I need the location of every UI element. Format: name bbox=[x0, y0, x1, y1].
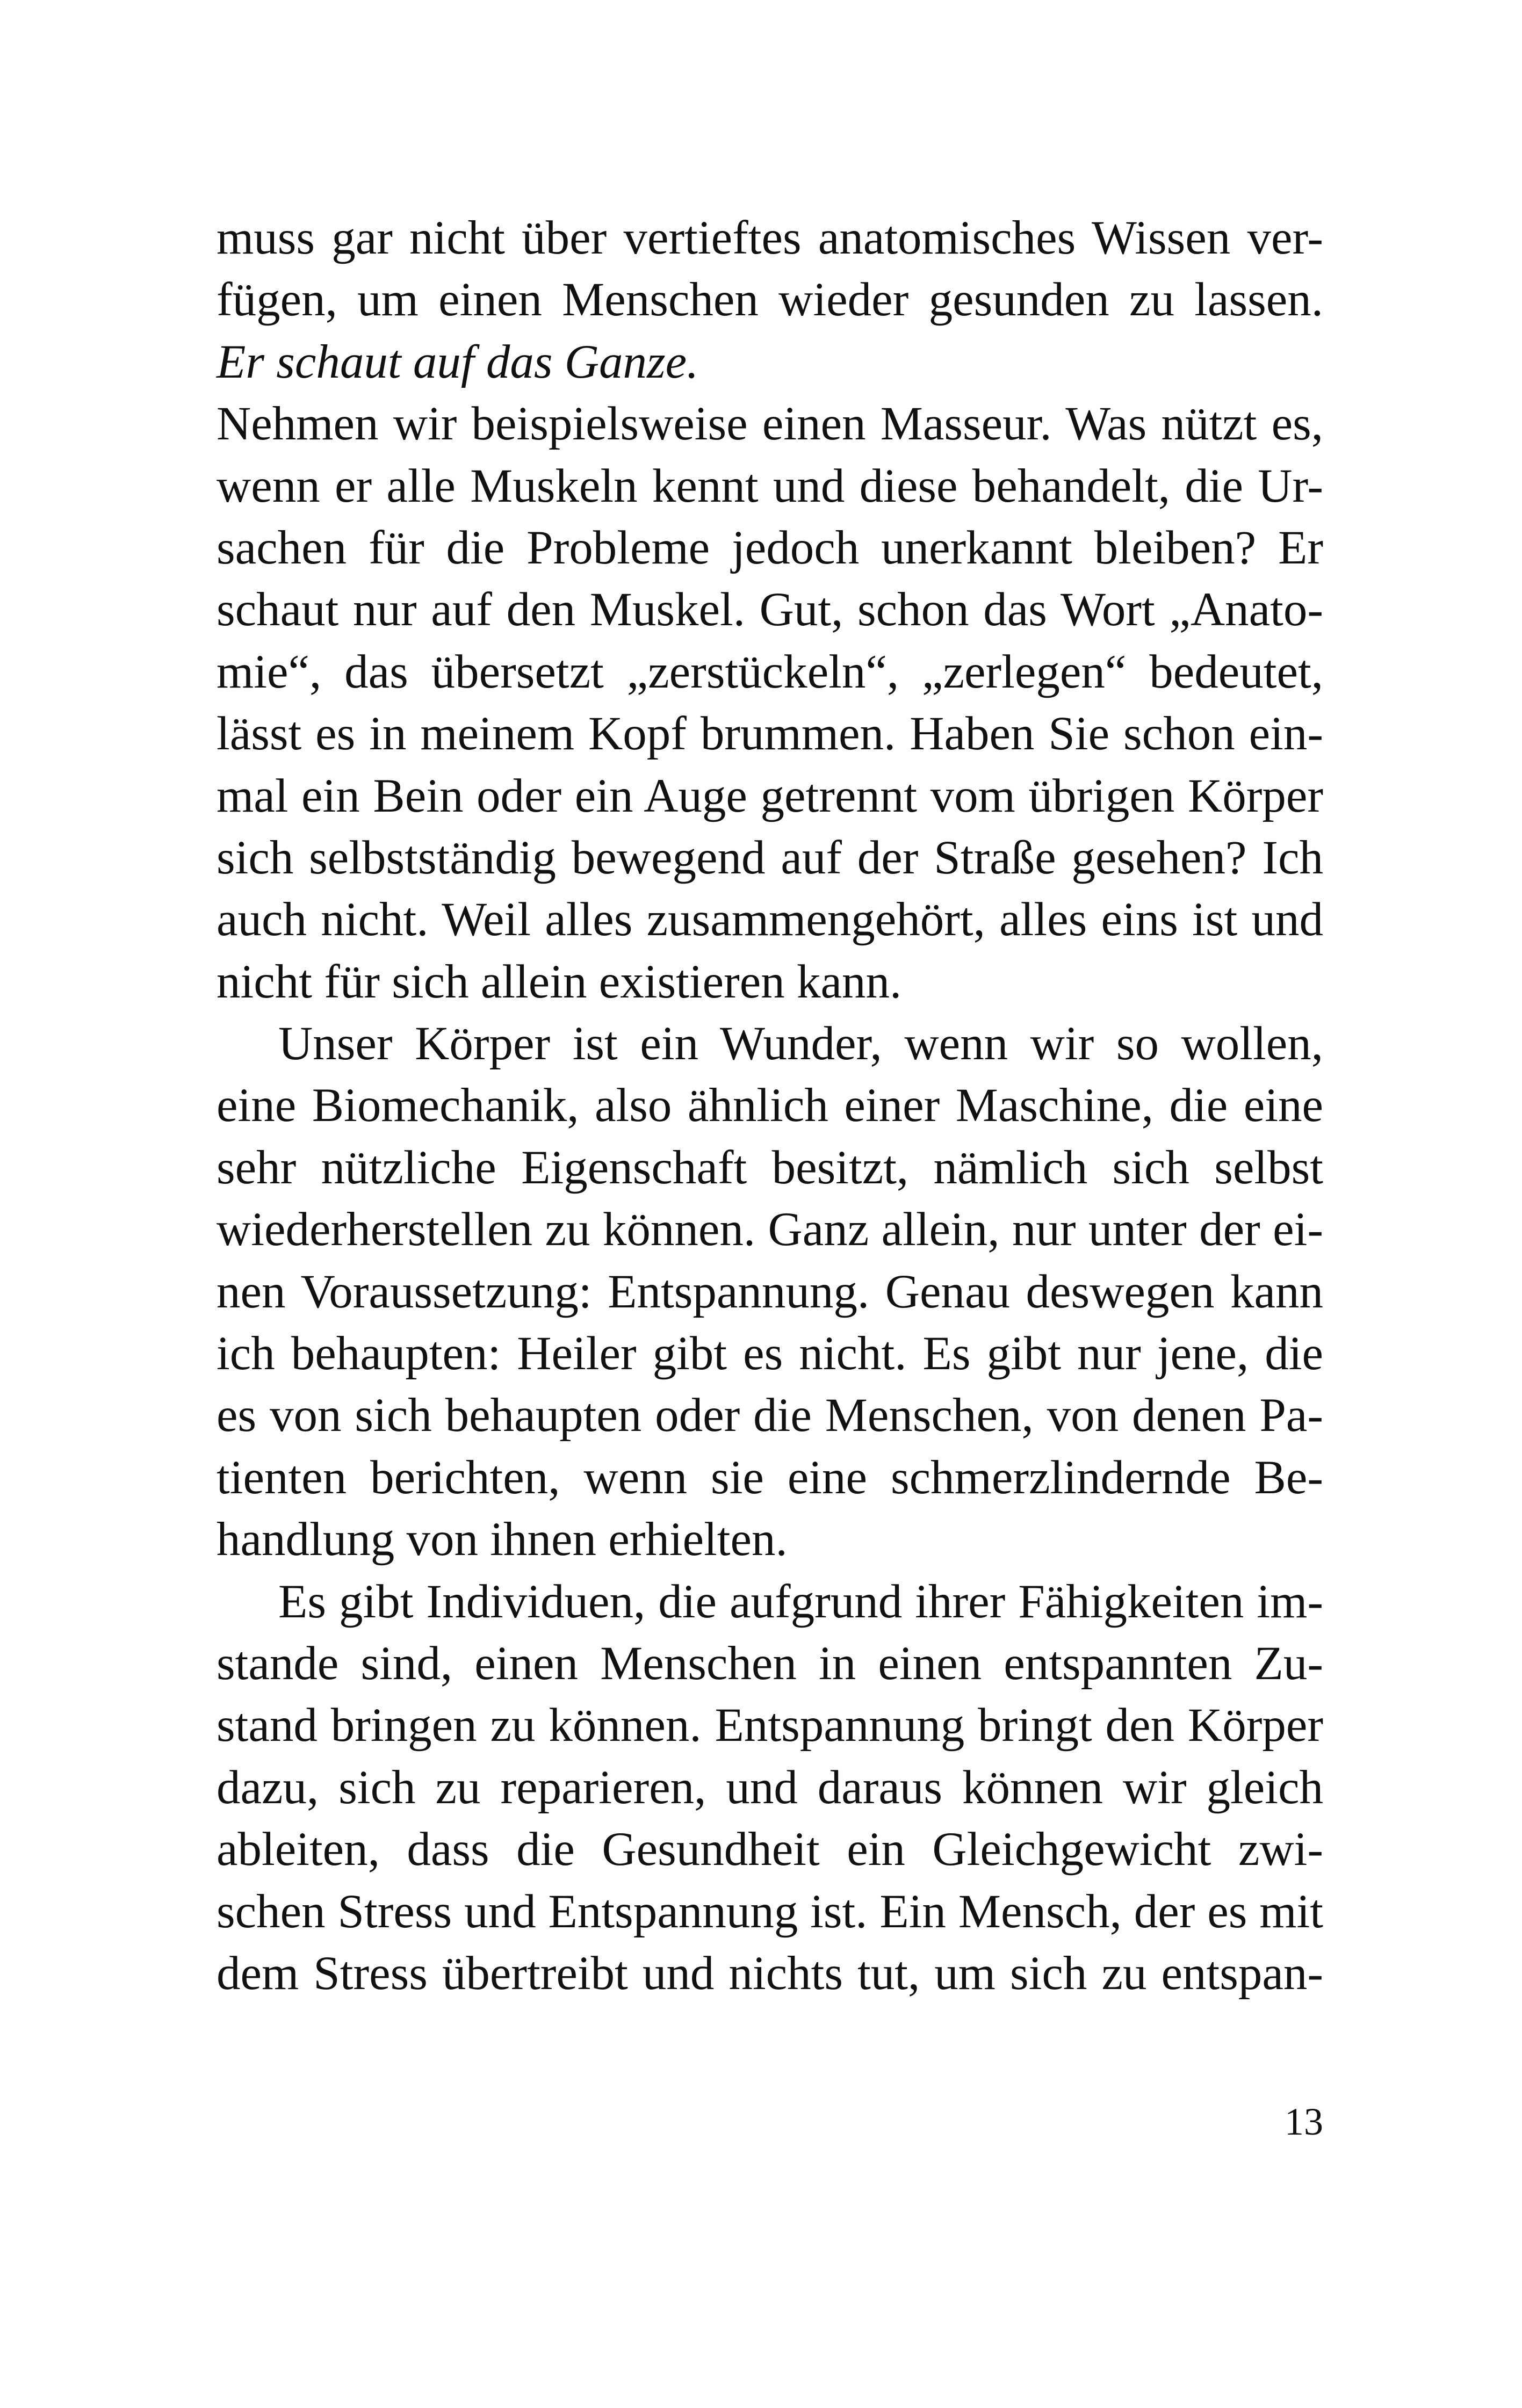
text-line: sehr nützliche Eigenschaft besitzt, nämlich sich selbst bbox=[217, 1141, 1323, 1194]
text-line: nicht für sich allein existieren kann. bbox=[217, 955, 902, 1008]
text-line: schaut nur auf den Muskel. Gut, schon das Wort „Anato- bbox=[217, 583, 1323, 637]
emphasized-line: Er schaut auf das Ganze. bbox=[217, 335, 699, 388]
text-line: ich behaupten: Heiler gibt es nicht. Es gibt nur jene, die bbox=[217, 1327, 1323, 1380]
text-line: fügen, um einen Menschen wieder gesunden zu lassen. bbox=[217, 273, 1323, 327]
text-line: nen Voraussetzung: Entspannung. Genau deswegen kann bbox=[217, 1265, 1323, 1318]
text-line: mal ein Bein oder ein Auge getrennt vom übrigen Körper bbox=[217, 769, 1323, 822]
text-line: schen Stress und Entspannung ist. Ein Mensch, der es mit bbox=[217, 1885, 1323, 1938]
text-line: muss gar nicht über vertieftes anatomisches Wissen ver- bbox=[217, 212, 1323, 264]
text-line: wenn er alle Muskeln kennt und diese behandelt, die Ur- bbox=[217, 459, 1323, 512]
text-line: dem Stress übertreibt und nichts tut, um sich zu entspan- bbox=[217, 1947, 1323, 2000]
paragraph-first-line: Es gibt Individuen, die aufgrund ihrer Fähigkeiten im- bbox=[278, 1575, 1323, 1628]
text-line: eine Biomechanik, also ähnlich einer Maschine, die eine bbox=[217, 1079, 1323, 1132]
text-line: handlung von ihnen erhielten. bbox=[217, 1513, 788, 1566]
text-line: sich selbstständig bewegend auf der Straße gesehen? Ich bbox=[217, 831, 1323, 884]
text-line: Nehmen wir beispielsweise einen Masseur. Was nützt es, bbox=[217, 397, 1323, 451]
page-number: 13 bbox=[1285, 2100, 1323, 2143]
body-text bbox=[217, 207, 1323, 2005]
text-line: dazu, sich zu reparieren, und daraus können wir gleich bbox=[217, 1761, 1323, 1814]
text-line: tienten berichten, wenn sie eine schmerzlindernde Be- bbox=[217, 1451, 1323, 1504]
text-line: mie“, das übersetzt „zerstückeln“, „zerlegen“ bedeutet, bbox=[217, 645, 1323, 698]
text-line: stande sind, einen Menschen in einen entspannten Zu- bbox=[217, 1637, 1323, 1690]
paragraph-first-line: Unser Körper ist ein Wunder, wenn wir so wollen, bbox=[278, 1017, 1323, 1071]
text-line: es von sich behaupten oder die Menschen, von denen Pa- bbox=[217, 1389, 1323, 1442]
text-line: ableiten, dass die Gesundheit ein Gleichgewicht zwi- bbox=[217, 1823, 1323, 1876]
text-line: lässt es in meinem Kopf brummen. Haben Sie schon ein- bbox=[217, 707, 1323, 761]
text-line: sachen für die Probleme jedoch unerkannt bleiben? Er bbox=[217, 521, 1323, 574]
text-line: stand bringen zu können. Entspannung bringt den Körper bbox=[217, 1699, 1323, 1752]
text-line: auch nicht. Weil alles zusammengehört, alles eins ist und bbox=[217, 893, 1323, 946]
text-line: wiederherstellen zu können. Ganz allein, nur unter der ei- bbox=[217, 1203, 1323, 1256]
